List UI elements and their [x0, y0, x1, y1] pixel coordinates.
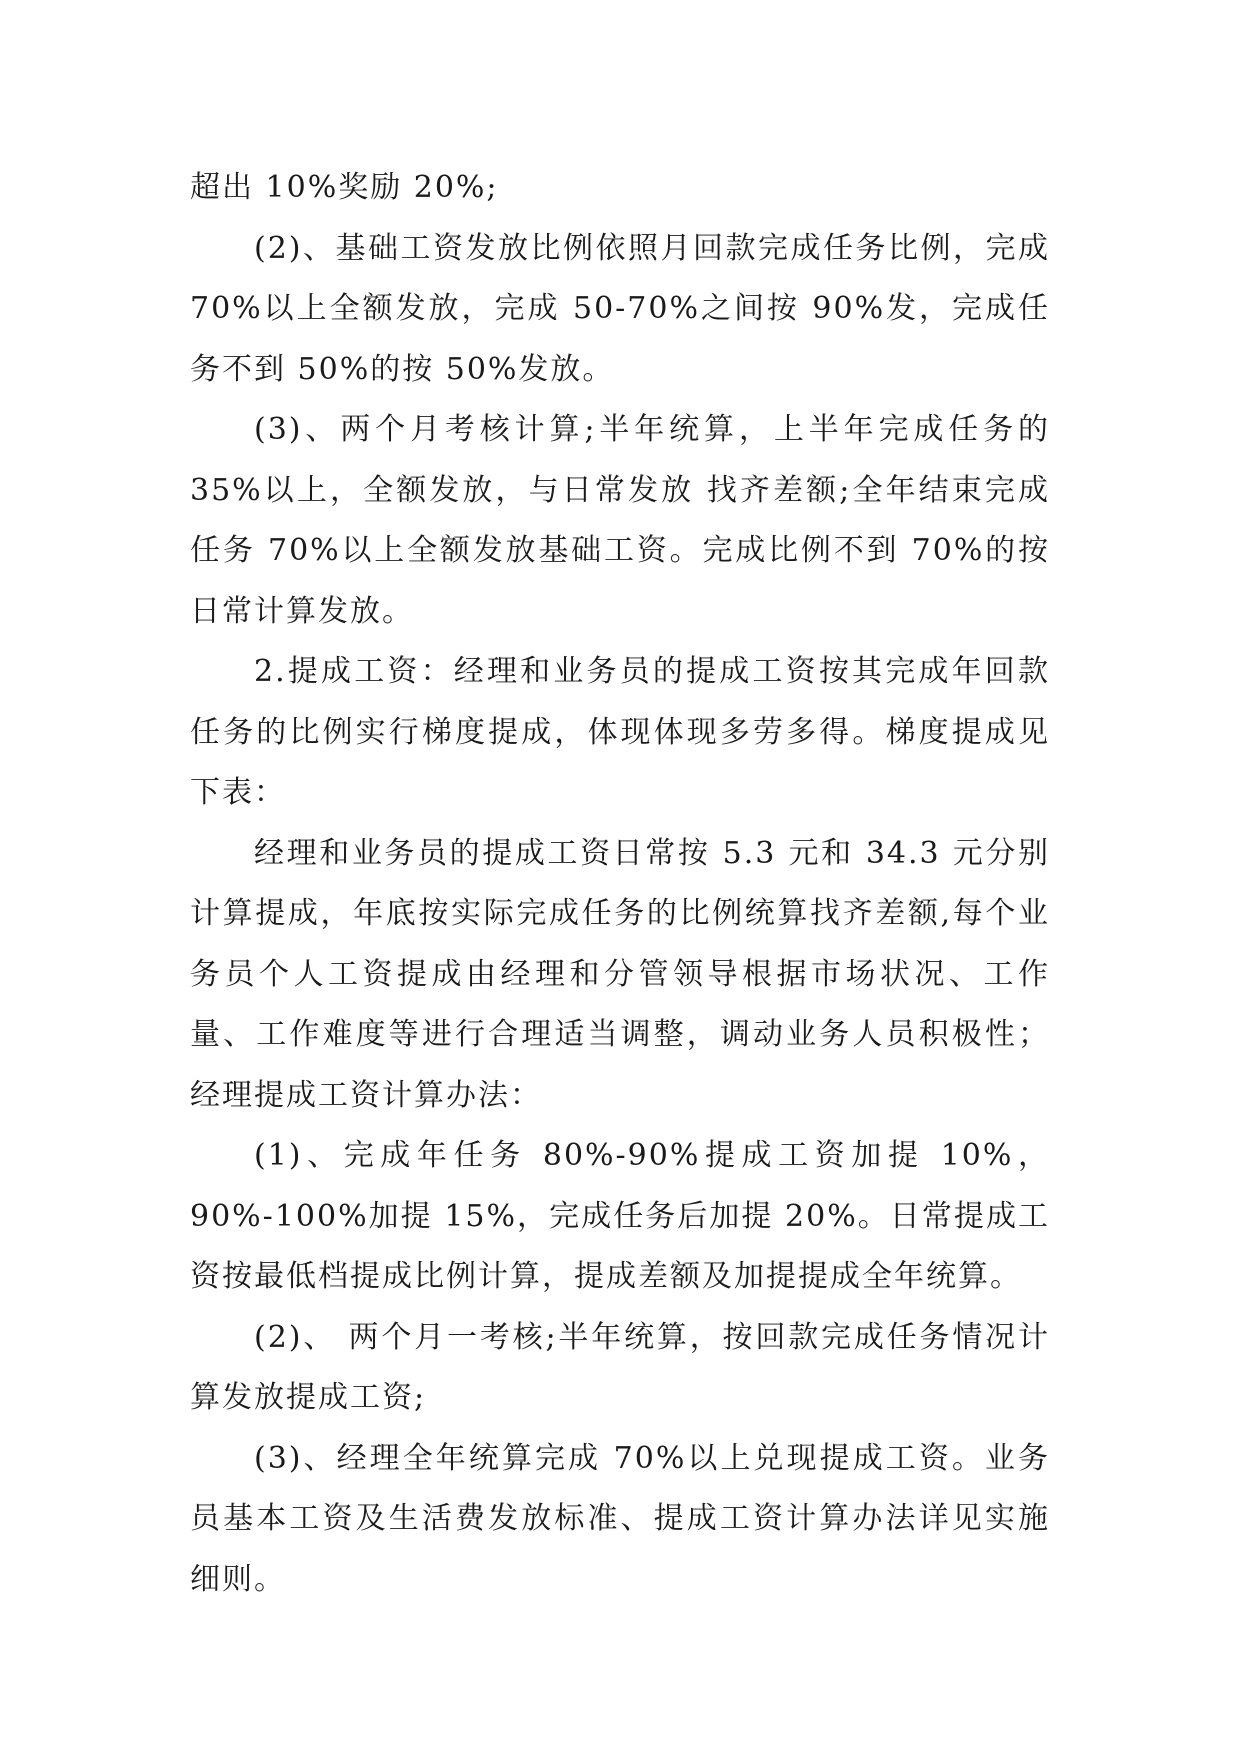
paragraph-commission-salary: 2.提成工资：经理和业务员的提成工资按其完成年回款任务的比例实行梯度提成，体现体现多劳多得。梯度提成见下表： [190, 654, 1050, 810]
paragraph-bonus-continuation: 超出 10%奖励 20%; [190, 170, 499, 205]
paragraph-manager-bonus-tiers: (1)、完成年任务 80%-90%提成工资加提 10%，90%-100%加提 15%，完成任务后加提 20%。日常提成工资按最低档提成比例计算，提成差额及加提提成全年统算。 [190, 1138, 1050, 1294]
paragraph-manager-assessment: (2)、 两个月一考核;半年统算，按回款完成任务情况计算发放提成工资; [190, 1319, 1050, 1415]
paragraph-commission-rates: 经理和业务员的提成工资日常按 5.3 元和 34.3 元分别计算提成，年底按实际完成任务的比例统算找齐差额,每个业务员个人工资提成由经理和分管领导根据市场状况、工作量、工作难度等进行合理适当调整，调动业务人员积极性；经理提成工资计算办法： [190, 835, 1050, 1113]
paragraph-manager-annual: (3)、经理全年统算完成 70%以上兑现提成工资。业务员基本工资及生活费发放标准、提成工资计算办法详见实施细则。 [190, 1440, 1050, 1597]
paragraph-base-salary-ratio: (2)、基础工资发放比例依照月回款完成任务比例，完成 70%以上全额发放，完成 50-70%之间按 90%发，完成任务不到 50%的按 50%发放。 [190, 230, 1050, 387]
document-body [190, 158, 1050, 1610]
paragraph-bimonthly-assessment: (3)、两个月考核计算;半年统算，上半年完成任务的 35%以上，全额发放，与日常发放 找齐差额;全年结束完成任务 70%以上全额发放基础工资。完成比例不到 70%的按日常计算发放。 [190, 412, 1050, 629]
